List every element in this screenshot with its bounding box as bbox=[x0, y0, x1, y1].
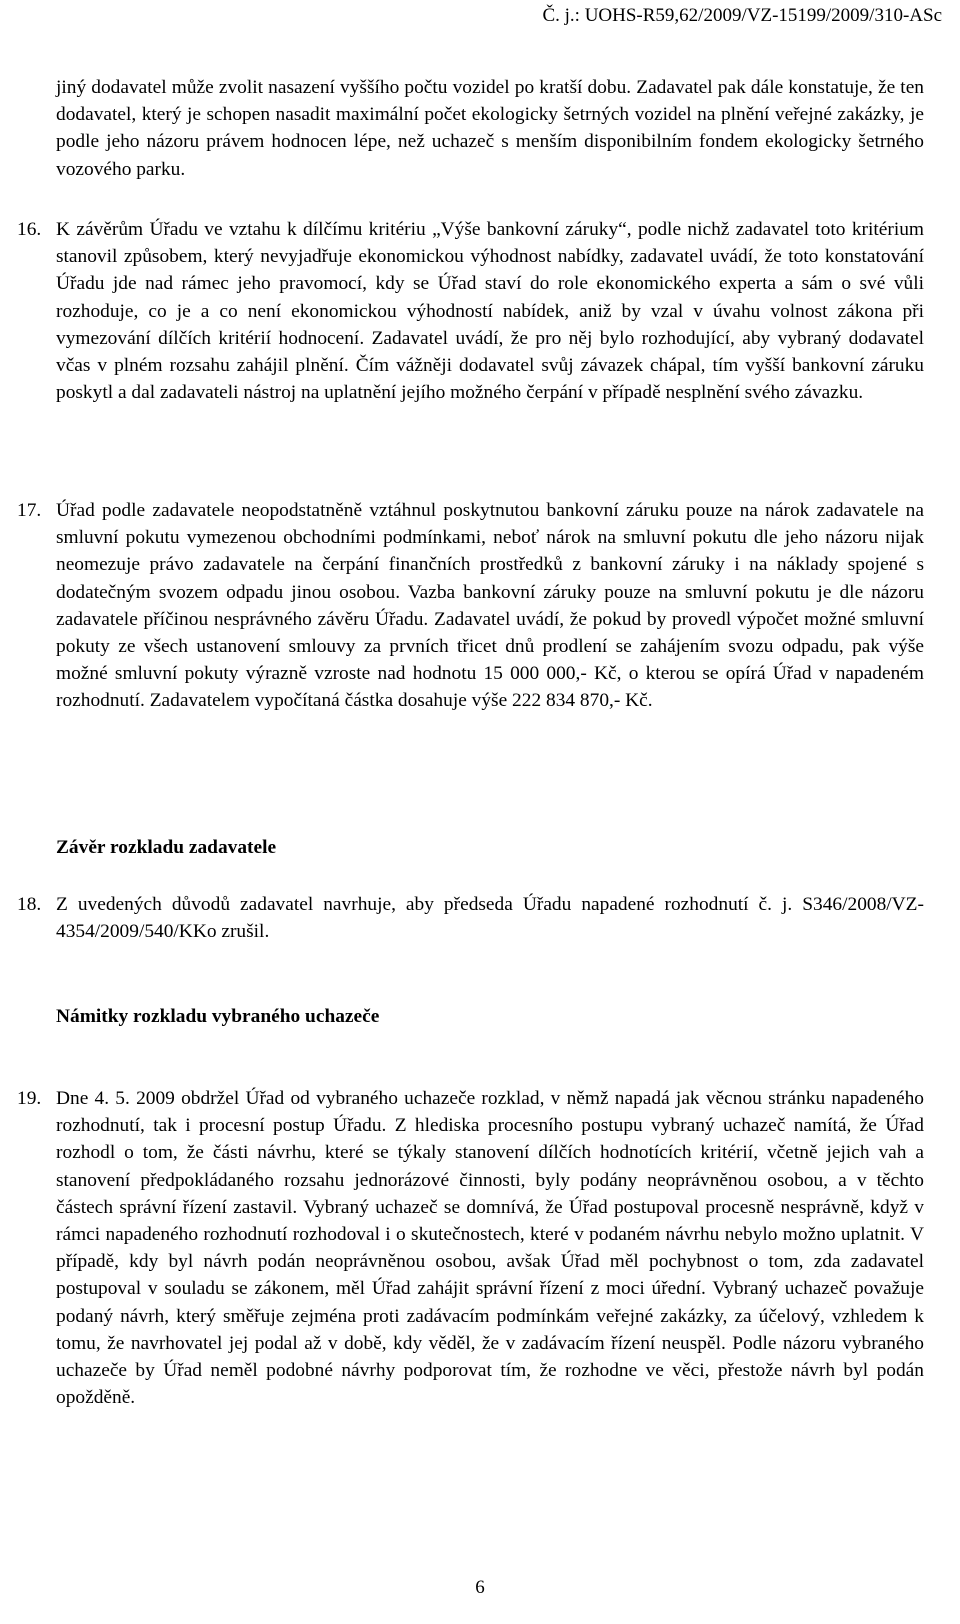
section-heading-zaver-rozkladu: Závěr rozkladu zadavatele bbox=[56, 837, 277, 858]
page-number: 6 bbox=[475, 1577, 485, 1598]
paragraph-number: 18. bbox=[17, 894, 42, 915]
paragraph-18 bbox=[17, 891, 924, 945]
continued-paragraph: jiný dodavatel může zvolit nasazení vyššího počtu vozidel po kratší dobu. Zadavatel pak dále konstatuje, že ten dodavatel, který je schopen nasadit maximální počet ekologicky šetrných vozidel na plnění veřejné zakázky, je podle jeho názoru právem hodnocen lépe, než uchazeč s menším disponibilním fondem ekologicky šetrného vozového parku. bbox=[56, 77, 924, 180]
paragraph-text: Z uvedených důvodů zadavatel navrhuje, aby předseda Úřadu napadené rozhodnutí č. j. S346/2008/VZ-4354/2009/540/KKo zrušil. bbox=[56, 894, 924, 943]
paragraph-19 bbox=[17, 1085, 924, 1411]
paragraph-text: Úřad podle zadavatele neopodstatněně vztáhnul poskytnutou bankovní záruku pouze na nárok zadavatele na smluvní pokutu vymezenou obchodními podmínkami, neboť nárok na smluvní pokutu dle jeho názoru nijak neomezuje právo zadavatele na čerpání finančních prostředků z bankovní záruky i na náklady spojené s dodatečným svozem odpadu jinou osobou. Vazba bankovní záruky pouze na smluvní pokutu je dle názoru zadavatele příčinou nesprávného závěru Úřadu. Zadavatel uvádí, že pokud by provedl výpočet možné smluvní pokuty ze všech ustanovení smlouvy za prvních třicet dnů prodlení se zahájením svozu odpadu, pak výše možné smluvní pokuty výrazně vzroste nad hodnotu 15 000 000,- Kč, o kterou se opírá Úřad v napadeném rozhodnutí. Zadavatelem vypočítaná částka dosahuje výše 222 834 870,- Kč. bbox=[56, 500, 924, 712]
paragraph-number: 19. bbox=[17, 1088, 42, 1109]
paragraph-number: 16. bbox=[17, 219, 42, 240]
paragraph-number: 17. bbox=[17, 500, 42, 521]
paragraph-16 bbox=[17, 216, 924, 406]
document-reference-header: Č. j.: UOHS-R59,62/2009/VZ-15199/2009/310-ASc bbox=[542, 5, 942, 26]
paragraph-text: K závěrům Úřadu ve vztahu k dílčímu kritériu „Výše bankovní záruky“, podle nichž zadavatel toto kritérium stanovil způsobem, který nevyjadřuje ekonomickou výhodnost nabídky, zadavatel uvádí, že toto konstatování Úřadu jde nad rámec jeho pravomocí, kdy se Úřad staví do role ekonomického experta a sám o své vůli rozhoduje, co je a co není ekonomickou výhodností nabídek, aniž by vzal v úvahu volnost zákona při vymezování dílčích kritérií hodnocení. Zadavatel uvádí, že pro něj bylo rozhodující, aby vybraný dodavatel včas v plném rozsahu zahájil plnění. Čím vážněji dodavatel svůj závazek chápal, tím vyšší bankovní záruku poskytl a dal zadavateli nástroj na uplatnění jejího možného čerpání v případě nesplnění svého závazku. bbox=[56, 219, 924, 404]
paragraph-17 bbox=[17, 497, 924, 715]
section-heading-namitky-rozkladu: Námitky rozkladu vybraného uchazeče bbox=[56, 1006, 380, 1027]
paragraph-text: Dne 4. 5. 2009 obdržel Úřad od vybraného uchazeče rozklad, v němž napadá jak věcnou stránku napadeného rozhodnutí, tak i procesní postup Úřadu. Z hlediska procesního postupu vybraný uchazeč namítá, že Úřad rozhodl o tom, že části návrhu, které se týkaly stanovení dílčích hodnotících kritérií, včetně jejich vah a stanovení předpokládaného rozsahu jednorázové činnosti, byly podány neoprávněnou osobou, a v těchto částech správní řízení zastavil. Vybraný uchazeč se domnívá, že Úřad postupoval procesně nesprávně, když v rámci napadeného rozhodnutí rozhodoval i o skutečnostech, které v podaném návrhu nebylo možno uplatnit. V případě, kdy byl návrh podán neoprávněnou osobou, avšak Úřad měl pochybnost o tom, zda zadavatel postupoval v souladu se zákonem, měl Úřad zahájit správní řízení z moci úřední. Vybraný uchazeč považuje podaný návrh, který směřuje zejména proti zadávacím podmínkám veřejné zakázky, za účelový, vzhledem k tomu, že navrhovatel jej podal až v době, kdy věděl, že v zadávacím řízení neuspěl. Podle názoru vybraného uchazeče by Úřad neměl podobné návrhy podporovat tím, že rozhodne ve věci, přestože návrh byl podán opožděně. bbox=[56, 1088, 924, 1409]
